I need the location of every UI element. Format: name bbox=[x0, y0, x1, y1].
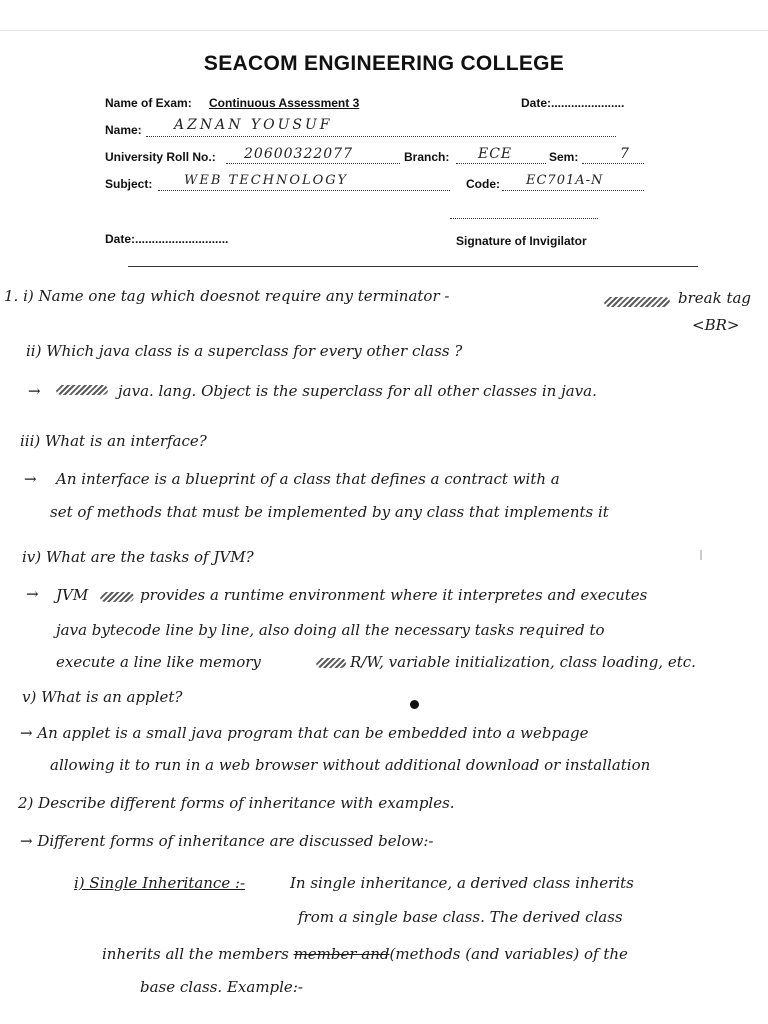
q1-iv-answer-line3b: R/W, variable initialization, class loading, etc. bbox=[350, 653, 696, 671]
q2-i-text-line3 bbox=[102, 945, 628, 963]
date-label: Date:...................... bbox=[521, 96, 625, 110]
q2-i-struck-text: member and bbox=[293, 945, 390, 963]
top-border-line bbox=[0, 30, 768, 31]
roll-label: University Roll No.: bbox=[105, 150, 216, 164]
name-label: Name: bbox=[105, 123, 142, 137]
q1-v-question: v) What is an applet? bbox=[22, 688, 183, 706]
scribble-mark bbox=[100, 592, 134, 602]
q2-i-text-line1: In single inheritance, a derived class inherits bbox=[290, 874, 634, 892]
q1-ii-question: ii) Which java class is a superclass for every other class ? bbox=[26, 342, 463, 360]
exam-value: Continuous Assessment 3 bbox=[209, 96, 360, 110]
q1-ii-answer: java. lang. Object is the superclass for all other classes in java. bbox=[118, 382, 597, 400]
q2-answer-intro: → Different forms of inheritance are discussed below:- bbox=[20, 832, 434, 850]
sem-label: Sem: bbox=[549, 150, 579, 164]
q2-question: 2) Describe different forms of inheritance with examples. bbox=[18, 794, 455, 812]
q2-i-text-line4: base class. Example:- bbox=[140, 978, 303, 996]
date2-label: Date:............................ bbox=[105, 232, 229, 246]
subject-label: Subject: bbox=[105, 177, 153, 191]
q1-i-question: 1. i) Name one tag which doesnot require any terminator - bbox=[4, 287, 450, 305]
code-value: EC701A-N bbox=[526, 173, 604, 188]
q1-iv-answer-jvm: JVM bbox=[56, 586, 89, 604]
college-title: SEACOM ENGINEERING COLLEGE bbox=[203, 52, 565, 75]
arrow-mark: → bbox=[24, 470, 37, 488]
q1-iv-answer-line2: java bytecode line by line, also doing all the necessary tasks required to bbox=[56, 621, 605, 639]
q1-i-answer-a: break tag bbox=[678, 289, 752, 307]
branch-value: ECE bbox=[478, 146, 513, 162]
roll-dots bbox=[226, 163, 400, 164]
q1-v-answer-line1-text: An applet is a small java program that can be embedded into a webpage bbox=[37, 724, 589, 742]
q1-iii-answer-line2: set of methods that must be implemented by any class that implements it bbox=[50, 503, 609, 521]
signature-dots bbox=[450, 218, 598, 219]
subject-dots bbox=[158, 190, 450, 191]
exam-label: Name of Exam: bbox=[105, 96, 192, 110]
scribble-mark bbox=[56, 385, 108, 395]
q1-iii-question: iii) What is an interface? bbox=[20, 432, 207, 450]
q1-iv-answer-line1: provides a runtime environment where it interpretes and executes bbox=[140, 586, 648, 604]
q2-i-text-line3a: inherits all the members bbox=[102, 945, 289, 963]
q1-iii-answer-line1: An interface is a blueprint of a class that defines a contract with a bbox=[56, 470, 560, 488]
signature-label: Signature of Invigilator bbox=[456, 234, 587, 248]
q1-iv-question: iv) What are the tasks of JVM? bbox=[22, 548, 254, 566]
q1-i-answer-b: <BR> bbox=[692, 316, 740, 334]
q2-i-text-line2: from a single base class. The derived class bbox=[298, 908, 623, 926]
branch-dots bbox=[456, 163, 546, 164]
code-label: Code: bbox=[466, 177, 500, 191]
subject-value: WEB TECHNOLOGY bbox=[184, 173, 349, 188]
header-separator bbox=[128, 266, 698, 267]
code-dots bbox=[502, 190, 644, 191]
arrow-mark: → bbox=[28, 382, 41, 400]
sem-value: 7 bbox=[620, 146, 630, 162]
name-value: AZNAN YOUSUF bbox=[174, 117, 333, 133]
faint-mark bbox=[700, 550, 702, 560]
branch-label: Branch: bbox=[404, 150, 450, 164]
q2-answer-intro-text: Different forms of inheritance are discussed below:- bbox=[37, 832, 434, 850]
q1-iv-answer-line3a: execute a line like memory bbox=[56, 653, 261, 671]
ink-dot bbox=[410, 700, 419, 709]
name-dots bbox=[146, 136, 616, 137]
scribble-mark bbox=[316, 658, 346, 668]
q1-v-answer-line2: allowing it to run in a web browser without additional download or installation bbox=[50, 756, 651, 774]
roll-value: 20600322077 bbox=[244, 146, 353, 162]
q2-i-label: i) Single Inheritance :- bbox=[74, 874, 246, 892]
q2-i-text-line3c: (methods (and variables) of the bbox=[389, 945, 628, 963]
sem-dots bbox=[582, 163, 644, 164]
scribble-mark bbox=[604, 297, 670, 307]
arrow-mark: → bbox=[26, 585, 39, 603]
q1-v-answer-line1: → An applet is a small java program that can be embedded into a webpage bbox=[20, 724, 589, 742]
